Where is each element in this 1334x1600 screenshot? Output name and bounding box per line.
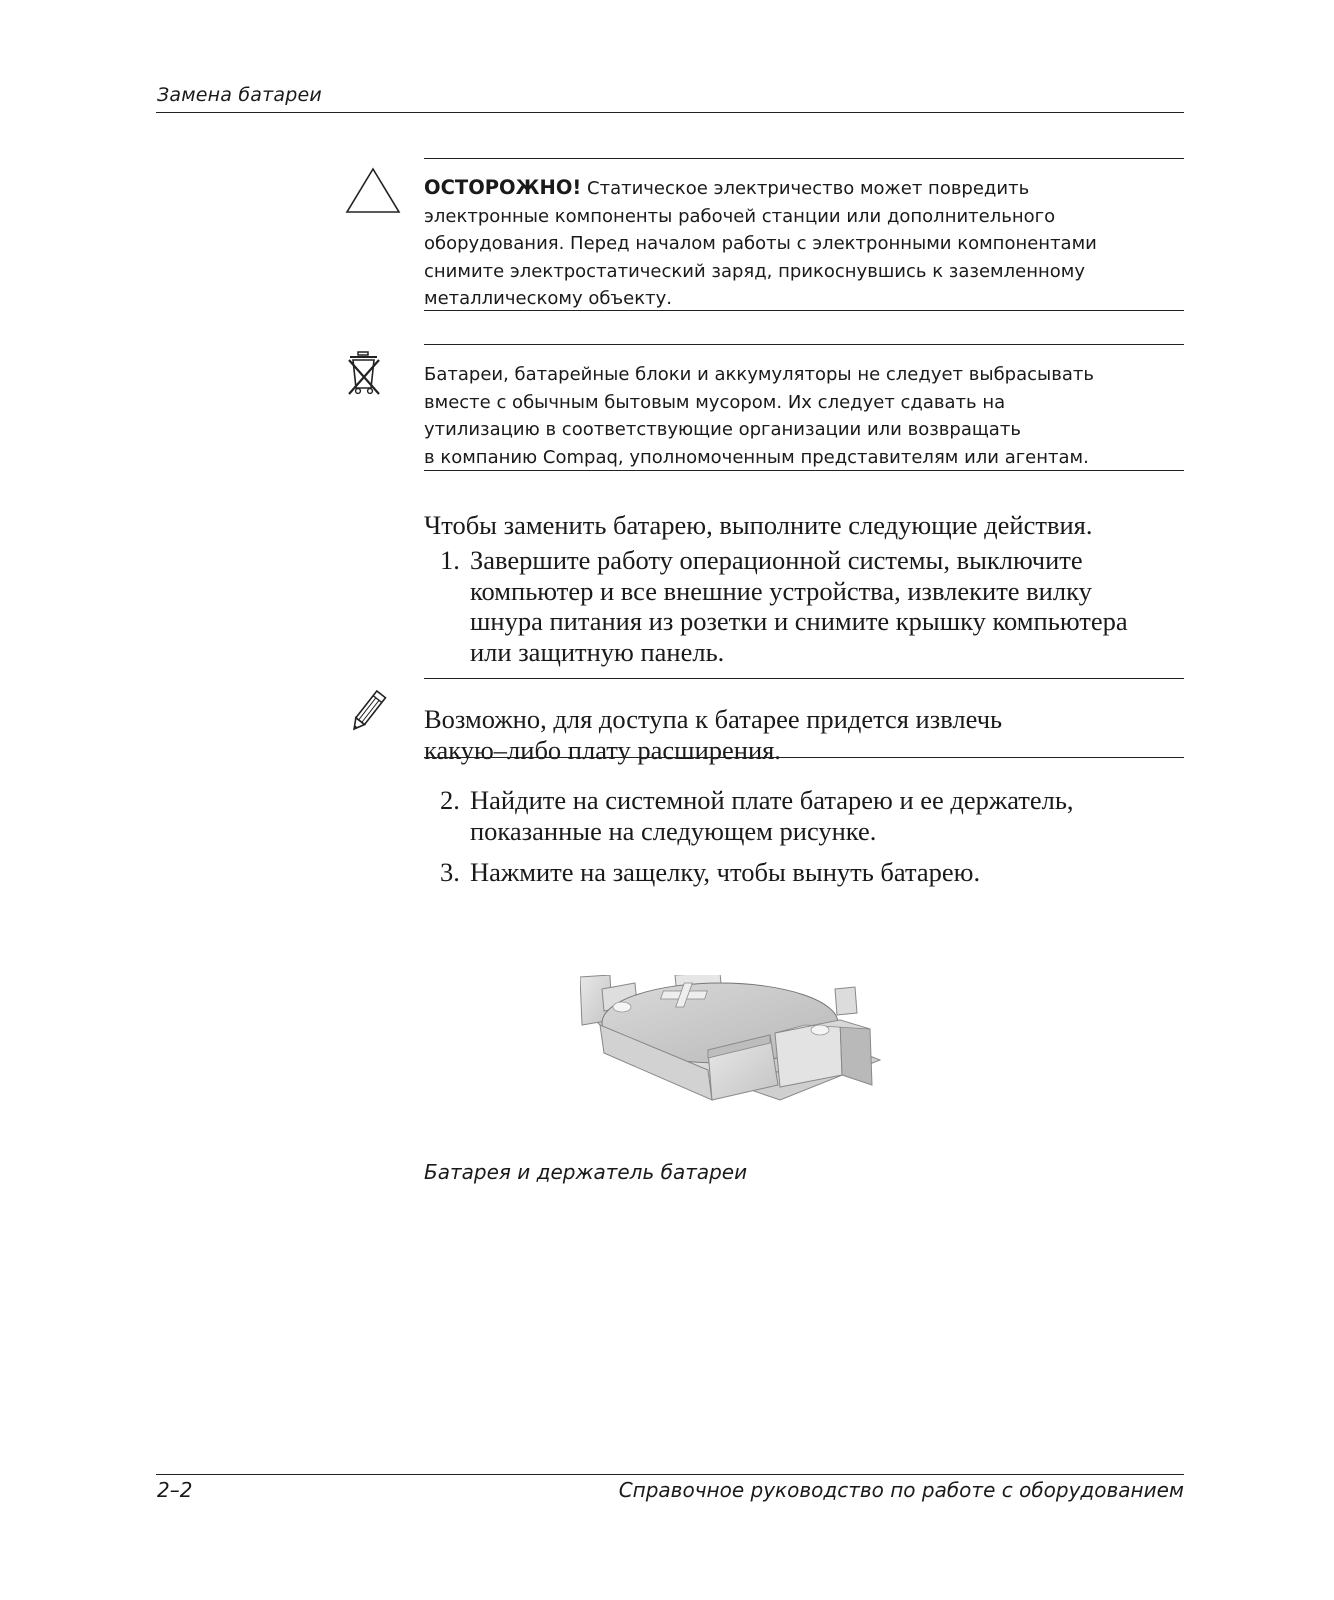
header-rule (156, 112, 1184, 113)
step-line: шнура питания из розетки и снимите крышку компьютера (470, 606, 1128, 636)
note-line: какую–либо плату расширения. (424, 734, 781, 765)
note-line: Возможно, для доступа к батарее придется извлечь (424, 704, 1003, 734)
note-notice (424, 704, 1184, 765)
step-line: компьютер и все внешние устройства, извлеките вилку (470, 575, 1092, 606)
step-line: Нажмите на защелку, чтобы вынуть батарею. (470, 857, 981, 887)
step-number: 1. (440, 545, 460, 575)
caution-line: оборудования. Перед началом работы с электронными компонентами (424, 233, 1097, 254)
warning-triangle-icon (344, 166, 402, 216)
caution-line: металлическому объекту. (424, 288, 672, 309)
book-title: Справочное руководство по работе с оборудованием (618, 1478, 1184, 1502)
recycle-bottom-rule (424, 470, 1184, 471)
note-bottom-rule (424, 757, 1184, 758)
figure-caption: Батарея и держатель батареи (424, 1160, 748, 1184)
recycle-line: Батареи, батарейные блоки и аккумуляторы не следует выбрасывать (424, 364, 1094, 385)
caution-line: снимите электростатический заряд, прикоснувшись к заземленному (424, 260, 1085, 282)
crossed-out-bin-icon (344, 350, 384, 400)
note-top-rule (424, 678, 1184, 679)
caution-line: электронные компоненты рабочей станции или дополнительного (424, 205, 1056, 227)
caution-bottom-rule (424, 310, 1184, 311)
step-number: 3. (440, 857, 460, 887)
step-line: показанные на следующем рисунке. (470, 815, 877, 846)
intro-paragraph: Чтобы заменить батарею, выполните следующие действия. (424, 510, 1093, 540)
pencil-note-icon (344, 688, 392, 736)
recycle-top-rule (424, 344, 1184, 345)
recycle-notice (424, 361, 1184, 471)
caution-label: ОСТОРОЖНО! (424, 176, 582, 199)
running-head: Замена батареи (157, 84, 322, 106)
footer-rule (156, 1474, 1184, 1475)
recycle-line: в компанию Compaq, уполномоченным представителям или агентам. (424, 446, 1089, 468)
recycle-line: вместе с обычным бытовым мусором. Их следует сдавать на (424, 391, 1006, 413)
battery-holder-illustration (580, 975, 890, 1115)
caution-first-text: Статическое электричество может повредить (587, 178, 1030, 199)
caution-top-rule (424, 158, 1184, 159)
step-line: Найдите на системной плате батарею и ее держатель, (470, 785, 1074, 815)
recycle-line: утилизацию в соответствующие организации или возвращать (424, 419, 1021, 440)
step-line: Завершите работу операционной системы, выключите (470, 545, 1083, 575)
caution-first-line (424, 174, 1184, 203)
page-number: 2–2 (157, 1478, 193, 1502)
caution-notice (424, 174, 1184, 313)
step-number: 2. (440, 785, 460, 815)
step-line: или защитную панель. (470, 636, 725, 667)
